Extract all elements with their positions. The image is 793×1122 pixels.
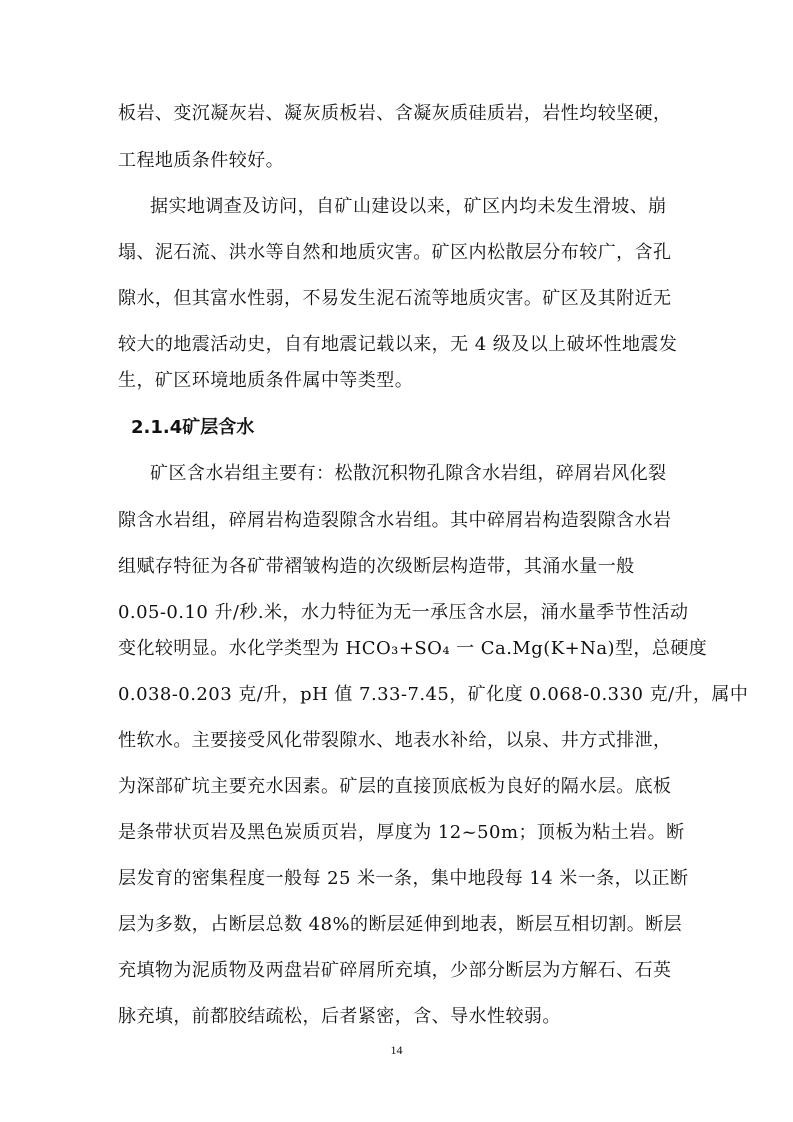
- text-line: 隙含水岩组，碎屑岩构造裂隙含水岩组。其中碎屑岩构造裂隙含水岩: [118, 510, 672, 531]
- text-line: 变化较明显。水化学类型为 HCO₃+SO₄ 一 Ca.Mg(K+Na)型，总硬度: [118, 638, 708, 659]
- text-line: 0.05-0.10 升/秒.米，水力特征为无一承压含水层，涌水量季节性活动: [118, 602, 689, 623]
- text-line: 充填物为泥质物及两盘岩矿碎屑所充填，少部分断层为方解石、石英: [118, 960, 672, 981]
- text-line: 隙水，但其富水性弱，不易发生泥石流等地质灾害。矿区及其附近无: [118, 288, 672, 309]
- text-line: 层发育的密集程度一般每 25 米一条，集中地段每 14 米一条，以正断: [118, 868, 689, 889]
- text-line: 据实地调查及访问，自矿山建设以来，矿区内均未发生滑坡、崩: [150, 196, 667, 217]
- text-line: 组赋存特征为各矿带褶皱构造的次级断层构造带，其涌水量一般: [118, 556, 635, 577]
- section-heading: 2.1.4矿层含水: [131, 417, 255, 438]
- text-line: 板岩、变沉凝灰岩、凝灰质板岩、含凝灰质硅质岩，岩性均较坚硬，: [118, 103, 672, 124]
- text-line: 是条带状页岩及黑色炭质页岩，厚度为 12~50m；顶板为粘土岩。断: [118, 822, 685, 843]
- text-line: 生，矿区环境地质条件属中等类型。: [118, 370, 414, 391]
- text-line: 较大的地震活动史，自有地震记载以来，无 4 级及以上破坏性地震发: [118, 334, 678, 355]
- text-line: 脉充填，前都胶结疏松，后者紧密，含、导水性较弱。: [118, 1006, 561, 1027]
- text-line: 工程地质条件较好。: [118, 150, 285, 171]
- text-line: 层为多数，占断层总数 48%的断层延伸到地表，断层互相切割。断层: [118, 914, 683, 935]
- text-line: 为深部矿坑主要充水因素。矿层的直接顶底板为良好的隔水层。底板: [118, 776, 672, 797]
- text-line: 矿区含水岩组主要有：松散沉积物孔隙含水岩组，碎屑岩风化裂: [150, 463, 667, 484]
- text-line: 塌、泥石流、洪水等自然和地质灾害。矿区内松散层分布较广，含孔: [118, 242, 672, 263]
- text-line: 0.038-0.203 克/升，pH 值 7.33-7.45，矿化度 0.068-0.330 克/升，属中: [118, 684, 749, 705]
- text-line: 性软水。主要接受风化带裂隙水、地表水补给，以泉、井方式排泄，: [118, 730, 672, 751]
- page-number: 14: [390, 1043, 403, 1057]
